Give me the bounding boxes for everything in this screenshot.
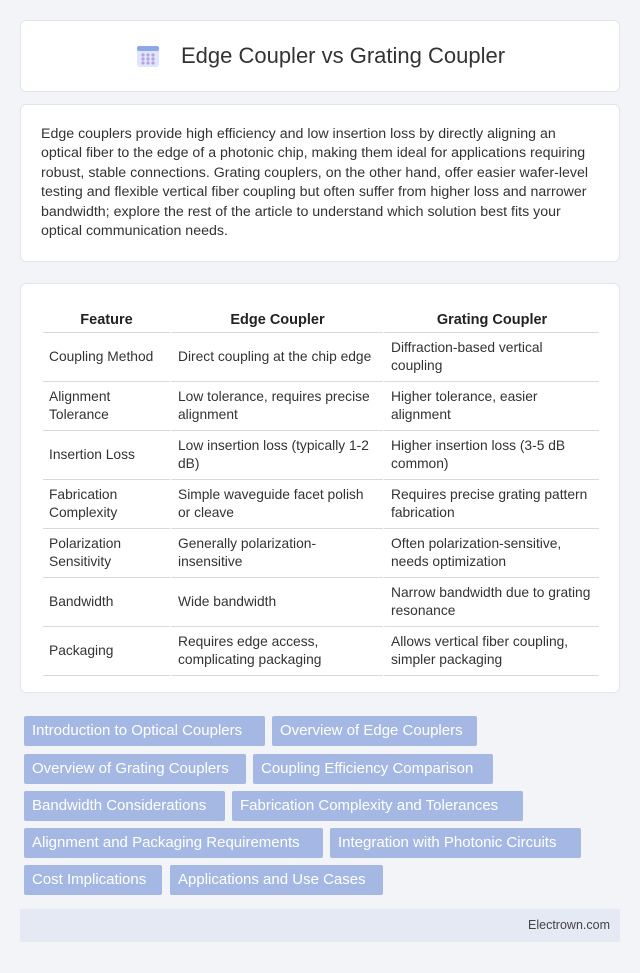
row-feature: Bandwidth xyxy=(43,578,170,627)
tag-edge-couplers[interactable]: Overview of Edge Couplers xyxy=(272,716,477,746)
row-edge-value: Generally polarization-insensitive xyxy=(170,529,383,578)
tag-cost[interactable]: Cost Implications xyxy=(24,865,162,895)
row-edge-value: Wide bandwidth xyxy=(170,578,383,627)
row-grating-value: Higher insertion loss (3-5 dB common) xyxy=(383,431,599,480)
intro-card xyxy=(20,104,620,262)
row-edge-value: Direct coupling at the chip edge xyxy=(170,333,383,382)
row-edge-value: Requires edge access, complicating packaging xyxy=(170,627,383,676)
tag-bandwidth[interactable]: Bandwidth Considerations xyxy=(24,791,225,821)
row-feature: Coupling Method xyxy=(43,333,170,382)
table-row xyxy=(43,578,599,627)
table-row xyxy=(43,480,599,529)
row-feature: Insertion Loss xyxy=(43,431,170,480)
row-feature: Alignment Tolerance xyxy=(43,382,170,431)
row-feature: Fabrication Complexity xyxy=(43,480,170,529)
footer xyxy=(20,909,620,942)
tag-alignment-packaging[interactable]: Alignment and Packaging Requirements xyxy=(24,828,323,858)
tag-introduction[interactable]: Introduction to Optical Couplers xyxy=(24,716,265,746)
tag-applications[interactable]: Applications and Use Cases xyxy=(170,865,383,895)
row-grating-value: Often polarization-sensitive, needs optimization xyxy=(383,529,599,578)
table-row xyxy=(43,431,599,480)
row-edge-value: Low tolerance, requires precise alignment xyxy=(170,382,383,431)
comparison-table-card xyxy=(20,283,620,693)
tag-coupling-efficiency[interactable]: Coupling Efficiency Comparison xyxy=(253,754,493,784)
table-row xyxy=(43,382,599,431)
table-row xyxy=(43,333,599,382)
tag-fabrication[interactable]: Fabrication Complexity and Tolerances xyxy=(232,791,523,821)
row-edge-value: Simple waveguide facet polish or cleave xyxy=(170,480,383,529)
row-edge-value: Low insertion loss (typically 1-2 dB) xyxy=(170,431,383,480)
title-card xyxy=(20,20,620,92)
row-grating-value: Allows vertical fiber coupling, simpler packaging xyxy=(383,627,599,676)
row-grating-value: Requires precise grating pattern fabrication xyxy=(383,480,599,529)
footer-site-link[interactable]: Electrown.com xyxy=(528,918,610,932)
intro-text: Edge couplers provide high efficiency and low insertion loss by directly aligning an optical fiber to the edge of a photonic chip, making them ideal for applications requiring robust, stable connections. Grating couplers, on the other hand, offer easier wafer-level testing and flexible vertical fiber coupling but often suffer from higher loss and narrower bandwidth; explore the rest of the article to understand which solution best fits your optical communication needs. xyxy=(41,126,589,240)
calendar-grid-icon xyxy=(135,43,161,69)
table-header-row xyxy=(43,304,599,333)
table-row xyxy=(43,529,599,578)
table-row xyxy=(43,627,599,676)
comparison-table xyxy=(43,304,599,676)
header-grating-coupler: Grating Coupler xyxy=(383,304,599,333)
page-title: Edge Coupler vs Grating Coupler xyxy=(180,43,506,68)
row-grating-value: Narrow bandwidth due to grating resonance xyxy=(383,578,599,627)
tag-grating-couplers[interactable]: Overview of Grating Couplers xyxy=(24,754,246,784)
header-feature: Feature xyxy=(43,304,170,333)
row-grating-value: Diffraction-based vertical coupling xyxy=(383,333,599,382)
row-feature: Polarization Sensitivity xyxy=(43,529,170,578)
row-feature: Packaging xyxy=(43,627,170,676)
header-edge-coupler: Edge Coupler xyxy=(170,304,383,333)
tag-integration[interactable]: Integration with Photonic Circuits xyxy=(330,828,581,858)
row-grating-value: Higher tolerance, easier alignment xyxy=(383,382,599,431)
